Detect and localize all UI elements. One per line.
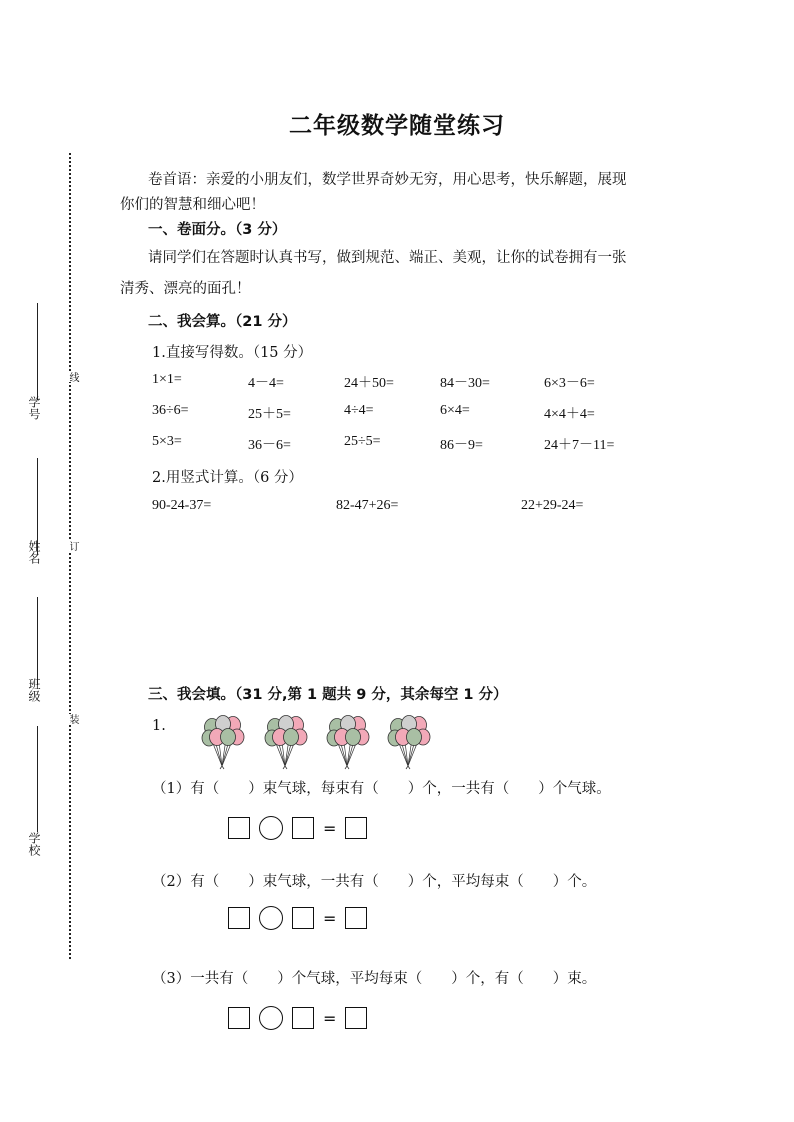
- answer-box[interactable]: [228, 907, 250, 929]
- balloon-icon: [325, 714, 371, 770]
- section2-heading: 二、我会算。（21 分）: [148, 314, 297, 330]
- section3-sub3: （3）一共有（ ）个气球，平均每束（ ）个，有（ ）束。: [152, 971, 597, 987]
- intro-line-2: 你们的智慧和细心吧！: [120, 197, 265, 213]
- section1-heading: 一、卷面分。（3 分）: [148, 222, 287, 238]
- answer-box[interactable]: [292, 1007, 314, 1029]
- calc-r3-c4: 86－9=: [440, 438, 483, 453]
- binding-char-zhuang: 装: [67, 714, 78, 724]
- vertical-calc-2: 82-47+26=: [336, 498, 399, 513]
- equation-boxes-2: [228, 906, 367, 930]
- binding-char-ding: 订: [67, 541, 78, 551]
- equals-sign: =: [323, 908, 337, 928]
- balloon-bunch: [263, 714, 309, 770]
- balloon-icon: [263, 714, 309, 770]
- label-xuehao: 学号: [27, 396, 41, 420]
- balloon-icon: [386, 714, 432, 770]
- calc-r2-c2: 25＋5=: [248, 407, 291, 422]
- calc-r3-c3: 25÷5=: [344, 434, 381, 449]
- calc-r1-c2: 4－4=: [248, 376, 284, 391]
- section1-text-line-2: 清秀、漂亮的面孔！: [120, 281, 251, 297]
- balloon-icon: [200, 714, 246, 770]
- calc-r1-c1: 1×1=: [152, 372, 182, 387]
- label-xuexiao: 学校: [27, 832, 41, 856]
- balloon-bunch: [200, 714, 246, 770]
- calc-r3-c2: 36－6=: [248, 438, 291, 453]
- equation-boxes-1: [228, 816, 367, 840]
- calc-r3-c5: 24＋7－11=: [544, 438, 615, 453]
- operator-circle[interactable]: [259, 906, 283, 930]
- label-banji: 班级: [27, 678, 41, 702]
- calc-r1-c3: 24＋50=: [344, 376, 394, 391]
- equation-boxes-3: [228, 1006, 367, 1030]
- operator-circle[interactable]: [259, 1006, 283, 1030]
- section3-heading: 三、我会填。（31 分,第 1 题共 9 分，其余每空 1 分）: [148, 687, 508, 703]
- calc-r1-c4: 84－30=: [440, 376, 490, 391]
- section3-q1-label: 1.: [152, 718, 166, 734]
- banji-fill-line: [37, 597, 38, 685]
- equals-sign: =: [323, 1008, 337, 1028]
- balloon-bunch: [386, 714, 432, 770]
- label-xingming: 姓名: [27, 540, 41, 564]
- vertical-calc-1: 90-24-37=: [152, 498, 212, 513]
- answer-box[interactable]: [345, 1007, 367, 1029]
- calc-r2-c4: 6×4=: [440, 403, 470, 418]
- answer-box[interactable]: [228, 817, 250, 839]
- xuexiao-fill-line: [37, 726, 38, 832]
- answer-box[interactable]: [292, 817, 314, 839]
- calc-r1-c5: 6×3－6=: [544, 376, 595, 391]
- operator-circle[interactable]: [259, 816, 283, 840]
- balloon-bunch: [325, 714, 371, 770]
- calc-r2-c1: 36÷6=: [152, 403, 189, 418]
- section2-q2-label: 2.用竖式计算。（6 分）: [152, 470, 303, 486]
- binding-dotted-line: [69, 153, 71, 959]
- calc-r2-c3: 4÷4=: [344, 403, 374, 418]
- answer-box[interactable]: [345, 817, 367, 839]
- section3-sub2: （2）有（ ）束气球，一共有（ ）个，平均每束（ ）个。: [152, 874, 597, 890]
- page-title: 二年级数学随堂练习: [289, 113, 505, 139]
- calc-r3-c1: 5×3=: [152, 434, 182, 449]
- answer-box[interactable]: [228, 1007, 250, 1029]
- vertical-calc-3: 22+29-24=: [521, 498, 584, 513]
- binding-char-xian: 线: [67, 372, 78, 382]
- calc-r2-c5: 4×4＋4=: [544, 407, 595, 422]
- answer-box[interactable]: [292, 907, 314, 929]
- intro-line-1: 卷首语：亲爱的小朋友们，数学世界奇妙无穷，用心思考，快乐解题，展现: [148, 172, 627, 188]
- answer-box[interactable]: [345, 907, 367, 929]
- equals-sign: =: [323, 818, 337, 838]
- section3-sub1: （1）有（ ）束气球，每束有（ ）个，一共有（ ）个气球。: [152, 781, 611, 797]
- section2-q1-label: 1.直接写得数。（15 分）: [152, 345, 313, 361]
- section1-text-line-1: 请同学们在答题时认真书写，做到规范、端正、美观，让你的试卷拥有一张: [148, 250, 627, 266]
- xuehao-fill-line: [37, 303, 38, 400]
